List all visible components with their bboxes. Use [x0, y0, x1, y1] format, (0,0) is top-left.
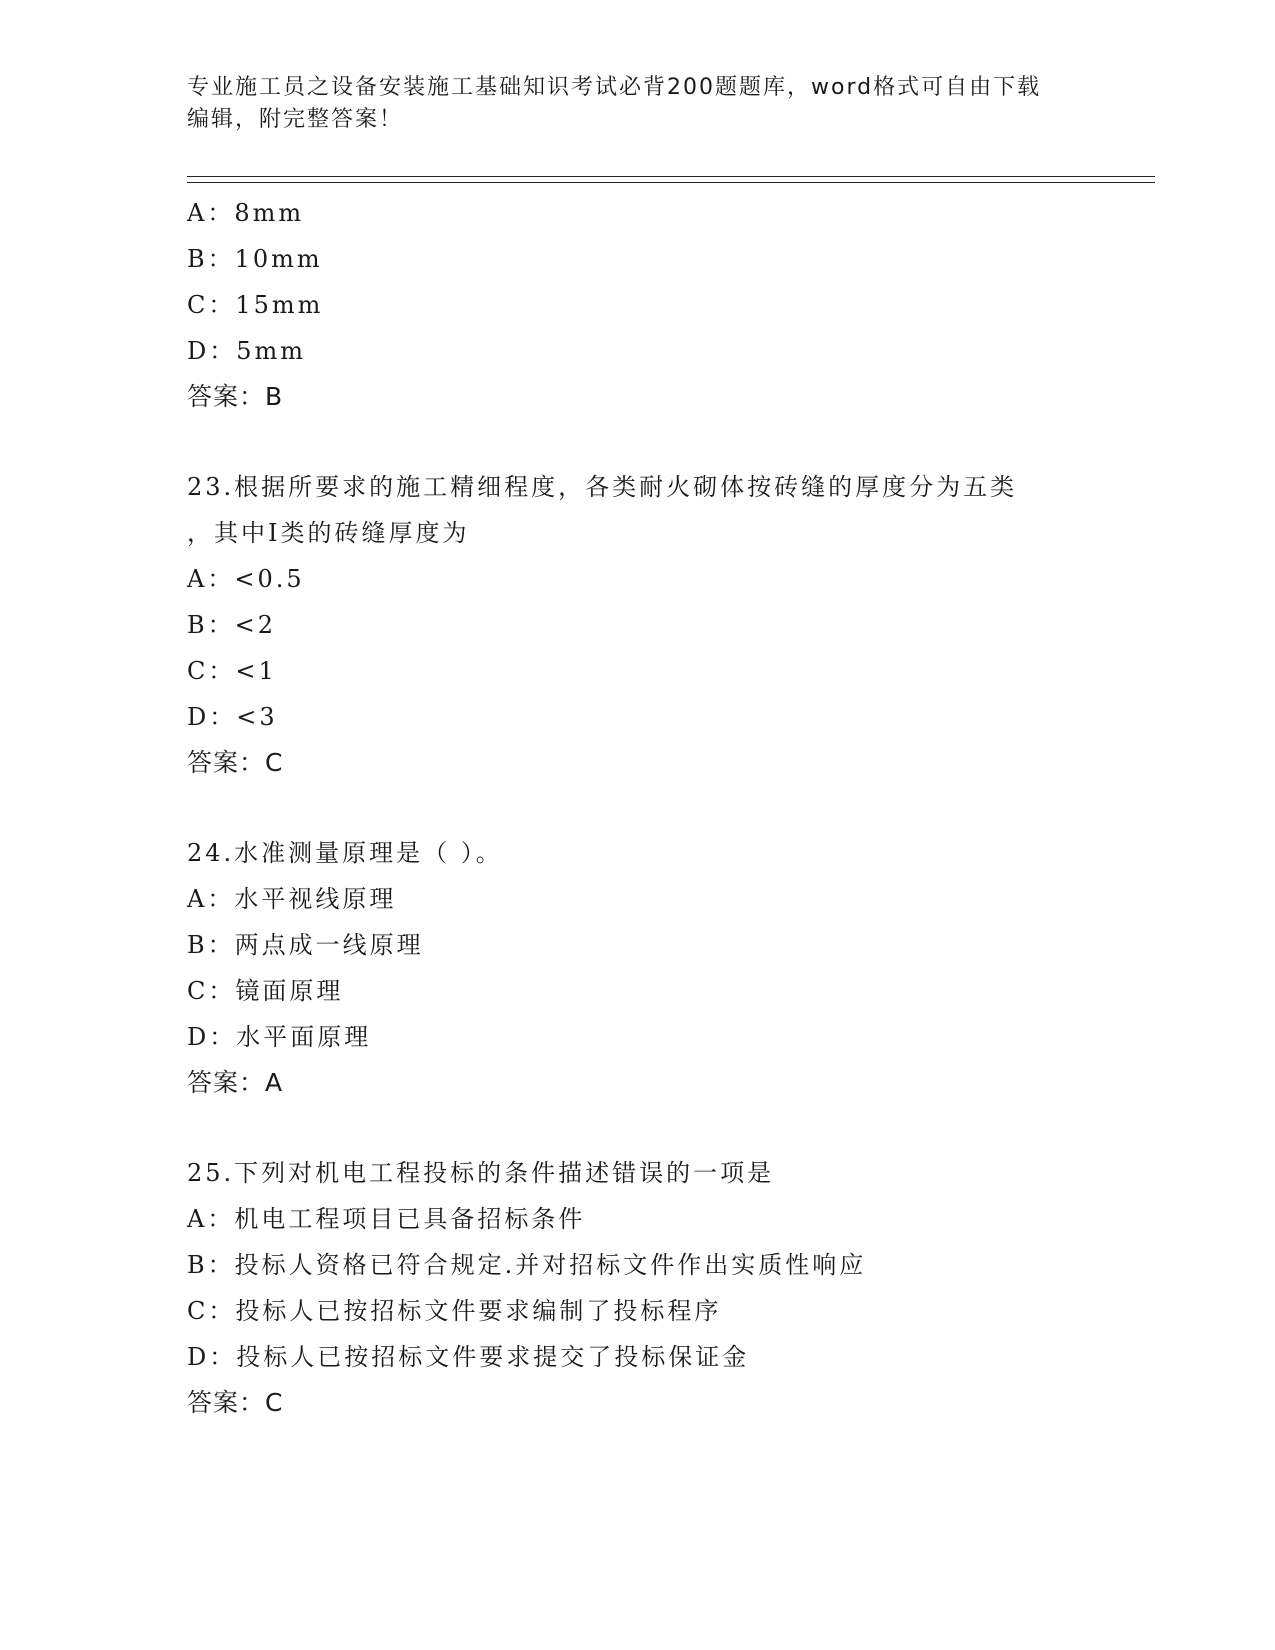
option-c: C：投标人已按招标文件要求编制了投标程序: [187, 1297, 722, 1325]
question-text-line-1: 23.根据所要求的施工精细程度，各类耐火砌体按砖缝的厚度分为五类: [187, 473, 1018, 501]
option-d: D：5mm: [187, 337, 307, 365]
spacer: [187, 786, 1147, 830]
option-b: B：<2: [187, 611, 277, 639]
header-title-line-2: 编辑，附完整答案！: [187, 107, 404, 132]
option-d: D：<3: [187, 703, 278, 731]
option-c: C：15mm: [187, 291, 324, 319]
page-header: [187, 72, 1087, 136]
option-d: D：投标人已按招标文件要求提交了投标保证金: [187, 1343, 750, 1371]
question-24: [187, 830, 1147, 1106]
option-a: A：水平视线原理: [187, 885, 397, 913]
option-c: C：<1: [187, 657, 277, 685]
question-23: [187, 464, 1147, 786]
spacer: [187, 1106, 1147, 1150]
answer-line: 答案：C: [187, 1388, 284, 1417]
option-b: B：10mm: [187, 245, 323, 273]
option-b: B：投标人资格已符合规定.并对招标文件作出实质性响应: [187, 1251, 867, 1279]
option-a: A：机电工程项目已具备招标条件: [187, 1205, 586, 1233]
question-text: 25.下列对机电工程投标的条件描述错误的一项是: [187, 1159, 775, 1187]
question-text-line-2: ，其中Ⅰ类的砖缝厚度为: [187, 519, 470, 547]
question-25: [187, 1150, 1147, 1426]
option-a: A：8mm: [187, 199, 305, 227]
option-d: D：水平面原理: [187, 1023, 372, 1051]
answer-line: 答案：C: [187, 748, 284, 777]
option-a: A：<0.5: [187, 565, 305, 593]
option-c: C：镜面原理: [187, 977, 344, 1005]
header-title-line-1: 专业施工员之设备安装施工基础知识考试必背200题题库，word格式可自由下载: [187, 75, 1042, 100]
header-divider-top: [187, 176, 1155, 177]
option-b: B：两点成一线原理: [187, 931, 424, 959]
header-divider-bottom: [187, 182, 1155, 183]
question-list: [187, 190, 1147, 1426]
answer-line: 答案：A: [187, 1068, 284, 1097]
question-text: 24.水准测量原理是（ ）。: [187, 839, 503, 867]
spacer: [187, 420, 1147, 464]
question-22: [187, 190, 1147, 420]
answer-line: 答案：B: [187, 382, 284, 411]
